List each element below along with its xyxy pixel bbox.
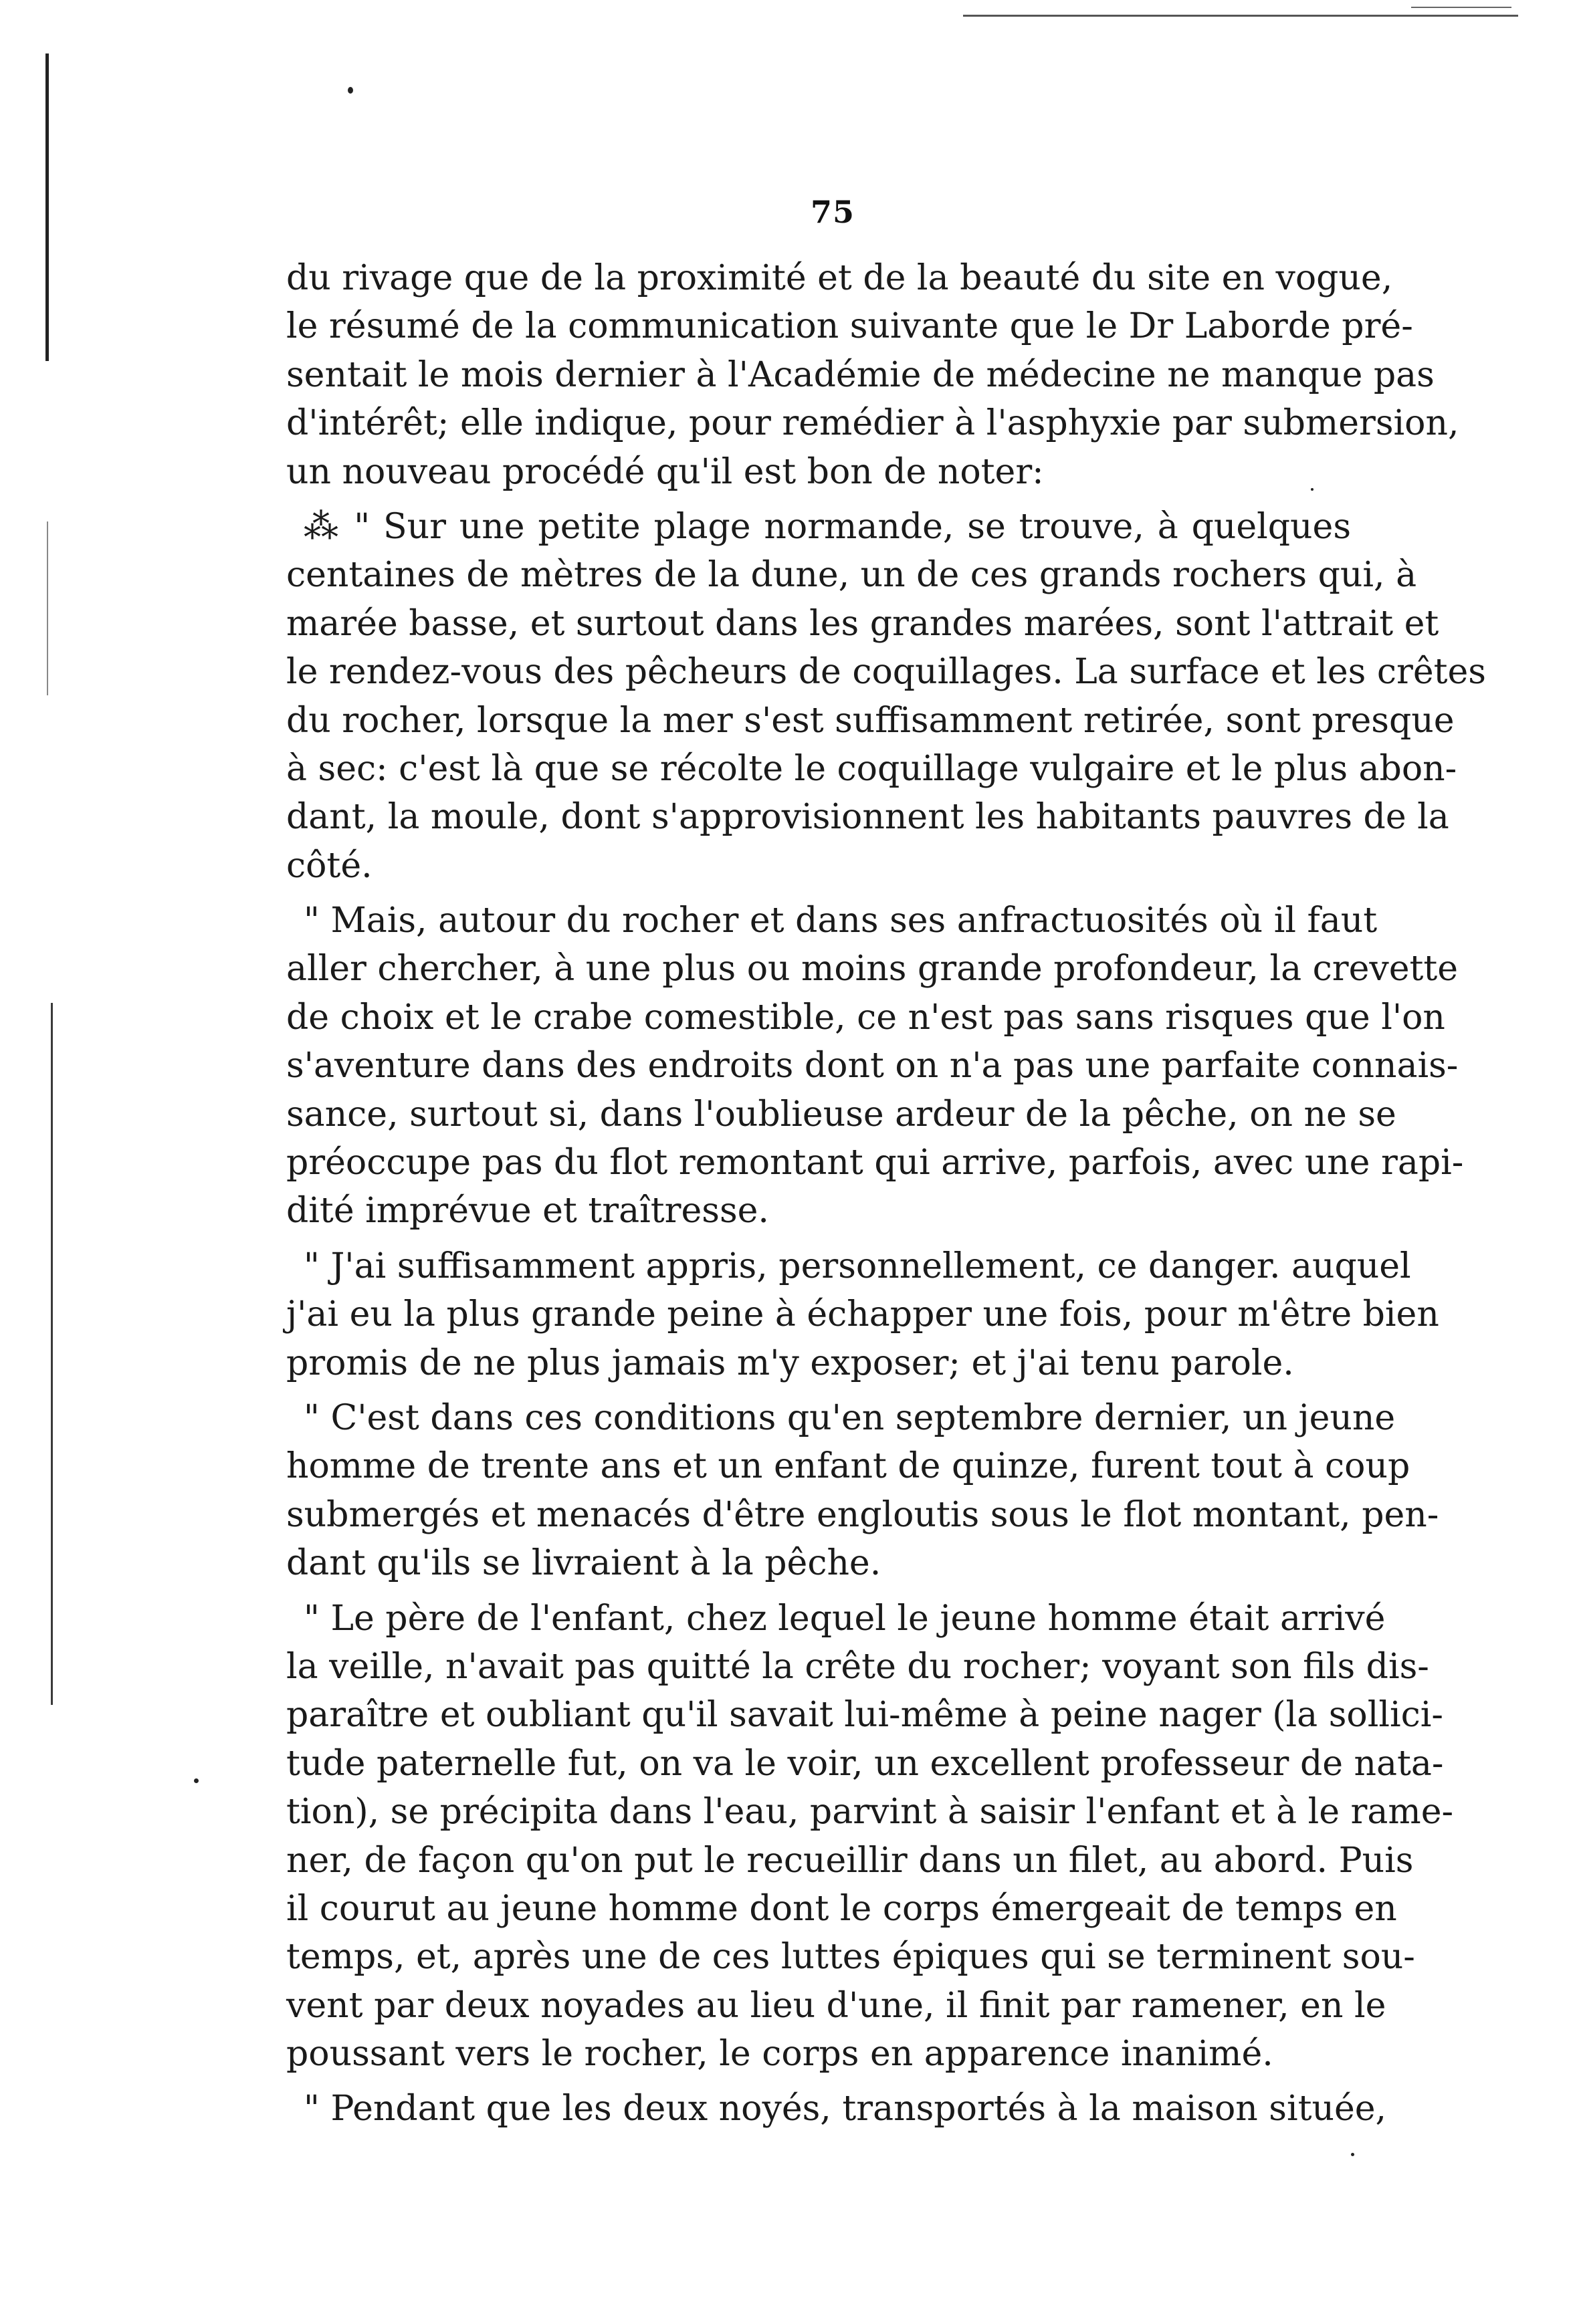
text-line: à sec: c'est là que se récolte le coquillage vulgaire et le plus abon- xyxy=(286,748,1457,789)
paragraph-gap xyxy=(286,1588,1351,1595)
text-line: dité imprévue et traîtresse. xyxy=(286,1191,769,1232)
text-line: préoccupe pas du flot remontant qui arrive, parfois, avec une rapi- xyxy=(286,1143,1464,1183)
text-line: " Pendant que les deux noyés, transportés à la maison située, xyxy=(304,2089,1387,2129)
text-line: paraître et oubliant qu'il savait lui-même à peine nager (la sollici- xyxy=(286,1695,1443,1736)
text-line: du rivage que de la proximité et de la beauté du site en vogue, xyxy=(286,258,1393,298)
text-line: d'intérêt; elle indique, pour remédier à l'asphyxie par submersion, xyxy=(286,403,1459,444)
text-line: poussant vers le rocher, le corps en apparence inanimé. xyxy=(286,2034,1273,2075)
paragraph xyxy=(286,1242,1439,1387)
paragraph xyxy=(286,2085,1387,2133)
paragraph-gap xyxy=(286,1236,1351,1242)
text-line: centaines de mètres de la dune, un de ces grands rochers qui, à xyxy=(286,555,1417,596)
scan-margin-mark-top xyxy=(45,53,49,361)
text-line: côté. xyxy=(286,845,373,886)
paragraph-gap xyxy=(286,1387,1351,1394)
text-line: de choix et le crabe comestible, ce n'est pas sans risques que l'on xyxy=(286,997,1445,1038)
text-line: temps, et, après une de ces luttes épiques qui se terminent sou- xyxy=(286,1937,1415,1978)
text-line: tude paternelle fut, on va le voir, un excellent professeur de nata- xyxy=(286,1743,1444,1784)
text-line: dant, la moule, dont s'approvisionnent les habitants pauvres de la xyxy=(286,797,1449,838)
paragraph-gap xyxy=(286,496,1351,503)
text-line: sentait le mois dernier à l'Académie de médecine ne manque pas xyxy=(286,354,1435,395)
scan-edge-rule-short xyxy=(1411,7,1511,8)
paragraph xyxy=(286,503,1486,890)
text-line: " J'ai suffisamment appris, personnellement, ce danger. auquel xyxy=(304,1246,1411,1286)
text-line: ner, de façon qu'on put le recueillir dans un filet, au abord. Puis xyxy=(286,1840,1414,1881)
scan-speck xyxy=(1351,2153,1354,2156)
text-line: j'ai eu la plus grande peine à échapper une fois, pour m'être bien xyxy=(286,1294,1439,1335)
scan-speck xyxy=(348,87,353,94)
text-line: promis de ne plus jamais m'y exposer; et j'ai tenu parole. xyxy=(286,1343,1294,1383)
paragraph xyxy=(286,897,1464,1236)
paragraph xyxy=(286,1394,1439,1588)
scan-margin-mark-middle xyxy=(47,521,48,695)
text-line: sance, surtout si, dans l'oublieuse ardeur de la pêche, on ne se xyxy=(286,1094,1396,1135)
text-line: tion), se précipita dans l'eau, parvint à saisir l'enfant et à le rame- xyxy=(286,1792,1454,1833)
text-line: le résumé de la communication suivante que le Dr Laborde pré- xyxy=(286,306,1413,347)
paragraph xyxy=(286,1595,1454,2079)
text-line: le rendez-vous des pêcheurs de coquillages. La surface et les crêtes xyxy=(286,652,1486,693)
scan-margin-mark-bottom xyxy=(51,1003,53,1705)
scan-edge-rule xyxy=(963,15,1518,17)
text-line: marée basse, et surtout dans les grandes marées, sont l'attrait et xyxy=(286,603,1439,644)
paragraph-gap xyxy=(286,890,1351,897)
text-line: un nouveau procédé qu'il est bon de noter: xyxy=(286,451,1044,492)
text-line: " C'est dans ces conditions qu'en septembre dernier, un jeune xyxy=(304,1397,1396,1438)
text-line: homme de trente ans et un enfant de quinze, furent tout à coup xyxy=(286,1446,1410,1487)
text-line: du rocher, lorsque la mer s'est suffisamment retirée, sont presque xyxy=(286,700,1455,741)
text-line: " Le père de l'enfant, chez lequel le jeune homme était arrivé xyxy=(304,1598,1386,1639)
text-line: s'aventure dans des endroits dont on n'a pas une parfaite connais- xyxy=(286,1046,1459,1086)
text-line: " Mais, autour du rocher et dans ses anfractuosités où il faut xyxy=(304,901,1378,941)
body-text xyxy=(286,254,1486,2133)
text-line: dant qu'ils se livraient à la pêche. xyxy=(286,1543,881,1584)
paragraph xyxy=(286,254,1459,496)
page-number: 75 xyxy=(810,194,855,230)
text-line: vent par deux noyades au lieu d'une, il finit par ramener, en le xyxy=(286,1985,1386,2026)
text-line: submergés et menacés d'être engloutis sous le flot montant, pen- xyxy=(286,1494,1439,1535)
text-line: il courut au jeune homme dont le corps émergeait de temps en xyxy=(286,1888,1397,1929)
scan-speck xyxy=(194,1778,199,1783)
text-line: aller chercher, à une plus ou moins grande profondeur, la crevette xyxy=(286,949,1459,990)
paragraph-gap xyxy=(286,2078,1351,2085)
text-line: la veille, n'avait pas quitté la crête du rocher; voyant son fils dis- xyxy=(286,1646,1429,1687)
text-line: ⁂ " Sur une petite plage normande, se trouve, à quelques xyxy=(304,506,1351,547)
